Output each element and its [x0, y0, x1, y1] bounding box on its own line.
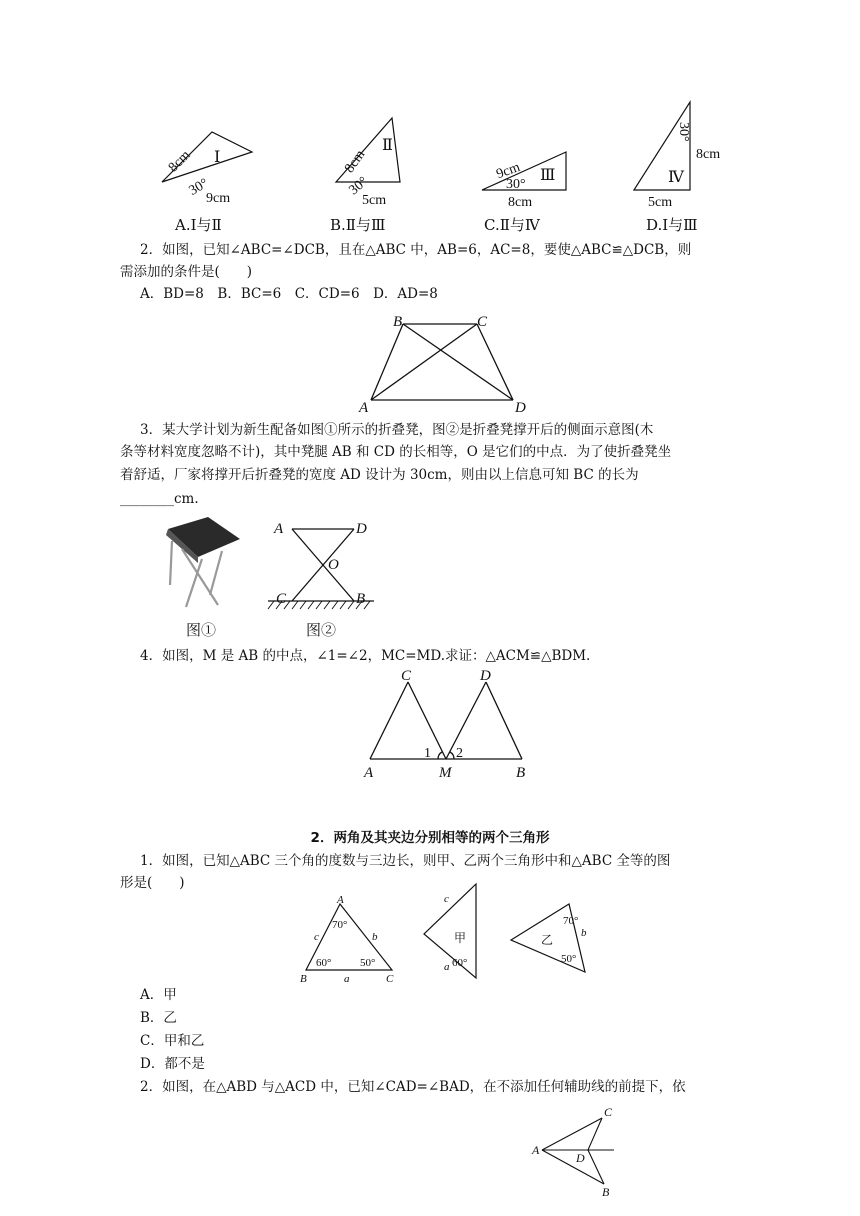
q4-angle2: 2	[456, 746, 463, 761]
q4-label-m: M	[439, 765, 452, 781]
q4-label-a: A	[364, 765, 374, 781]
q2-label-c: C	[477, 314, 488, 330]
s2-q2-label-b: B	[602, 1185, 610, 1199]
q3-label-a: A	[274, 521, 284, 537]
jia-side-a: a	[444, 961, 450, 973]
fig2-side1: 8cm	[342, 147, 369, 176]
fig2-angle: 30°	[346, 174, 372, 199]
abc-side-c: c	[314, 931, 319, 943]
q2-label-a: A	[359, 400, 369, 416]
q4-label-c: C	[401, 668, 412, 684]
q3-label-o: O	[328, 557, 339, 573]
s2-q2-figure	[530, 1100, 630, 1200]
stool-photo	[158, 515, 248, 615]
q1-option-c: C.Ⅱ与Ⅳ	[484, 216, 540, 234]
s2-q1-line1: 1．如图，已知△ABC 三个角的度数与三边长，则甲、乙两个三角形中和△ABC 全等的图	[140, 853, 671, 869]
q4-line1: 4．如图，M 是 AB 的中点，∠1=∠2，MC=MD.求证：△ACM≌△BDM.	[140, 648, 591, 664]
fig1-side1: 8cm	[165, 147, 194, 176]
fig2-side2: 5cm	[362, 193, 387, 208]
yi-angle2: 50°	[561, 953, 577, 965]
s2-q1-option-d: D．都不是	[140, 1056, 205, 1072]
caption-fig1: 图①	[186, 621, 217, 639]
q3-line3: 着舒适，厂家将撑开后折叠凳的宽度 AD 设计为 30cm，则由以上信息可知 BC 的长为	[120, 467, 639, 483]
fig4-roman: Ⅳ	[668, 169, 684, 186]
q3-label-b: B	[356, 591, 366, 607]
s2-q1-option-a: A．甲	[140, 987, 177, 1003]
fig3-side1: 9cm	[494, 159, 523, 183]
s2-fig-jia	[418, 880, 498, 980]
section2-title: 2．两角及其夹边分别相等的两个三角形	[310, 830, 550, 846]
fig4-side2: 5cm	[648, 195, 673, 210]
q4-label-b: B	[516, 765, 526, 781]
q2-label-b: B	[393, 314, 403, 330]
abc-label-b: B	[300, 973, 307, 985]
jia-angle: 60°	[452, 957, 468, 969]
q1-option-d: D.Ⅰ与Ⅲ	[646, 216, 698, 234]
fig1-roman: Ⅰ	[214, 149, 221, 166]
q2-figure	[355, 308, 535, 418]
abc-side-b: b	[372, 931, 378, 943]
abc-label-a: A	[337, 894, 344, 906]
q3-line1: 3．某大学计划为新生配备如图①所示的折叠凳，图②是折叠凳撑开后的侧面示意图(木	[140, 422, 654, 438]
yi-name: 乙	[541, 933, 554, 947]
fig4-side1: 8cm	[696, 147, 721, 162]
fig3-side2: 8cm	[508, 195, 533, 210]
fig3-angle: 30°	[506, 177, 526, 192]
q3-label-c: C	[276, 591, 287, 607]
q3-figure	[262, 515, 382, 615]
q2-options: A．BD=8 B．BC=6 C．CD=6 D．AD=8	[140, 286, 438, 302]
s2-q2-label-d: D	[576, 1151, 585, 1165]
q4-angle1: 1	[424, 746, 431, 761]
s2-fig-yi	[505, 898, 595, 978]
yi-side-b: b	[581, 927, 587, 939]
q4-figure	[356, 664, 536, 784]
q3-line4: ________cm.	[120, 491, 199, 507]
fig2-roman: Ⅱ	[382, 137, 393, 154]
abc-angle-b: 60°	[316, 957, 332, 969]
abc-side-a: a	[344, 973, 350, 985]
s2-q1-option-b: B．乙	[140, 1010, 177, 1026]
abc-label-c: C	[386, 973, 394, 985]
fig1-angle: 30°	[186, 175, 212, 199]
fig4-angle: 30°	[676, 122, 691, 142]
q1-option-a: A.Ⅰ与Ⅱ	[175, 216, 222, 234]
q2-line2: 需添加的条件是( )	[120, 264, 253, 280]
s2-q2-label-a: A	[532, 1143, 540, 1157]
abc-angle-c: 50°	[360, 957, 376, 969]
jia-side-c: c	[444, 893, 449, 905]
s2-q2-line1: 2．如图，在△ABD 与△ACD 中，已知∠CAD=∠BAD，在不添加任何辅助线的前提下，依	[140, 1079, 686, 1095]
s2-fig-abc	[296, 894, 406, 986]
s2-q1-line2: 形是( )	[120, 875, 185, 891]
q1-option-b: B.Ⅱ与Ⅲ	[330, 216, 386, 234]
s2-q2-label-c: C	[604, 1105, 613, 1119]
fig3-roman: Ⅲ	[540, 167, 556, 184]
q2-line1: 2．如图，已知∠ABC=∠DCB，且在△ABC 中，AB=6，AC=8，要使△ABC≌△DCB，则	[140, 242, 692, 258]
q3-line2: 条等材料宽度忽略不计)，其中凳腿 AB 和 CD 的长相等，O 是它们的中点．为了使折叠凳坐	[120, 444, 672, 460]
caption-fig2: 图②	[306, 621, 337, 639]
q2-label-d: D	[515, 400, 526, 416]
abc-angle-a: 70°	[332, 919, 348, 931]
q4-label-d: D	[480, 668, 491, 684]
jia-name: 甲	[454, 931, 467, 945]
s2-q1-option-c: C．甲和乙	[140, 1033, 205, 1049]
q1-figures	[0, 90, 860, 240]
fig1-side2: 9cm	[206, 191, 231, 206]
q3-label-d: D	[356, 521, 367, 537]
yi-angle1: 70°	[563, 915, 579, 927]
